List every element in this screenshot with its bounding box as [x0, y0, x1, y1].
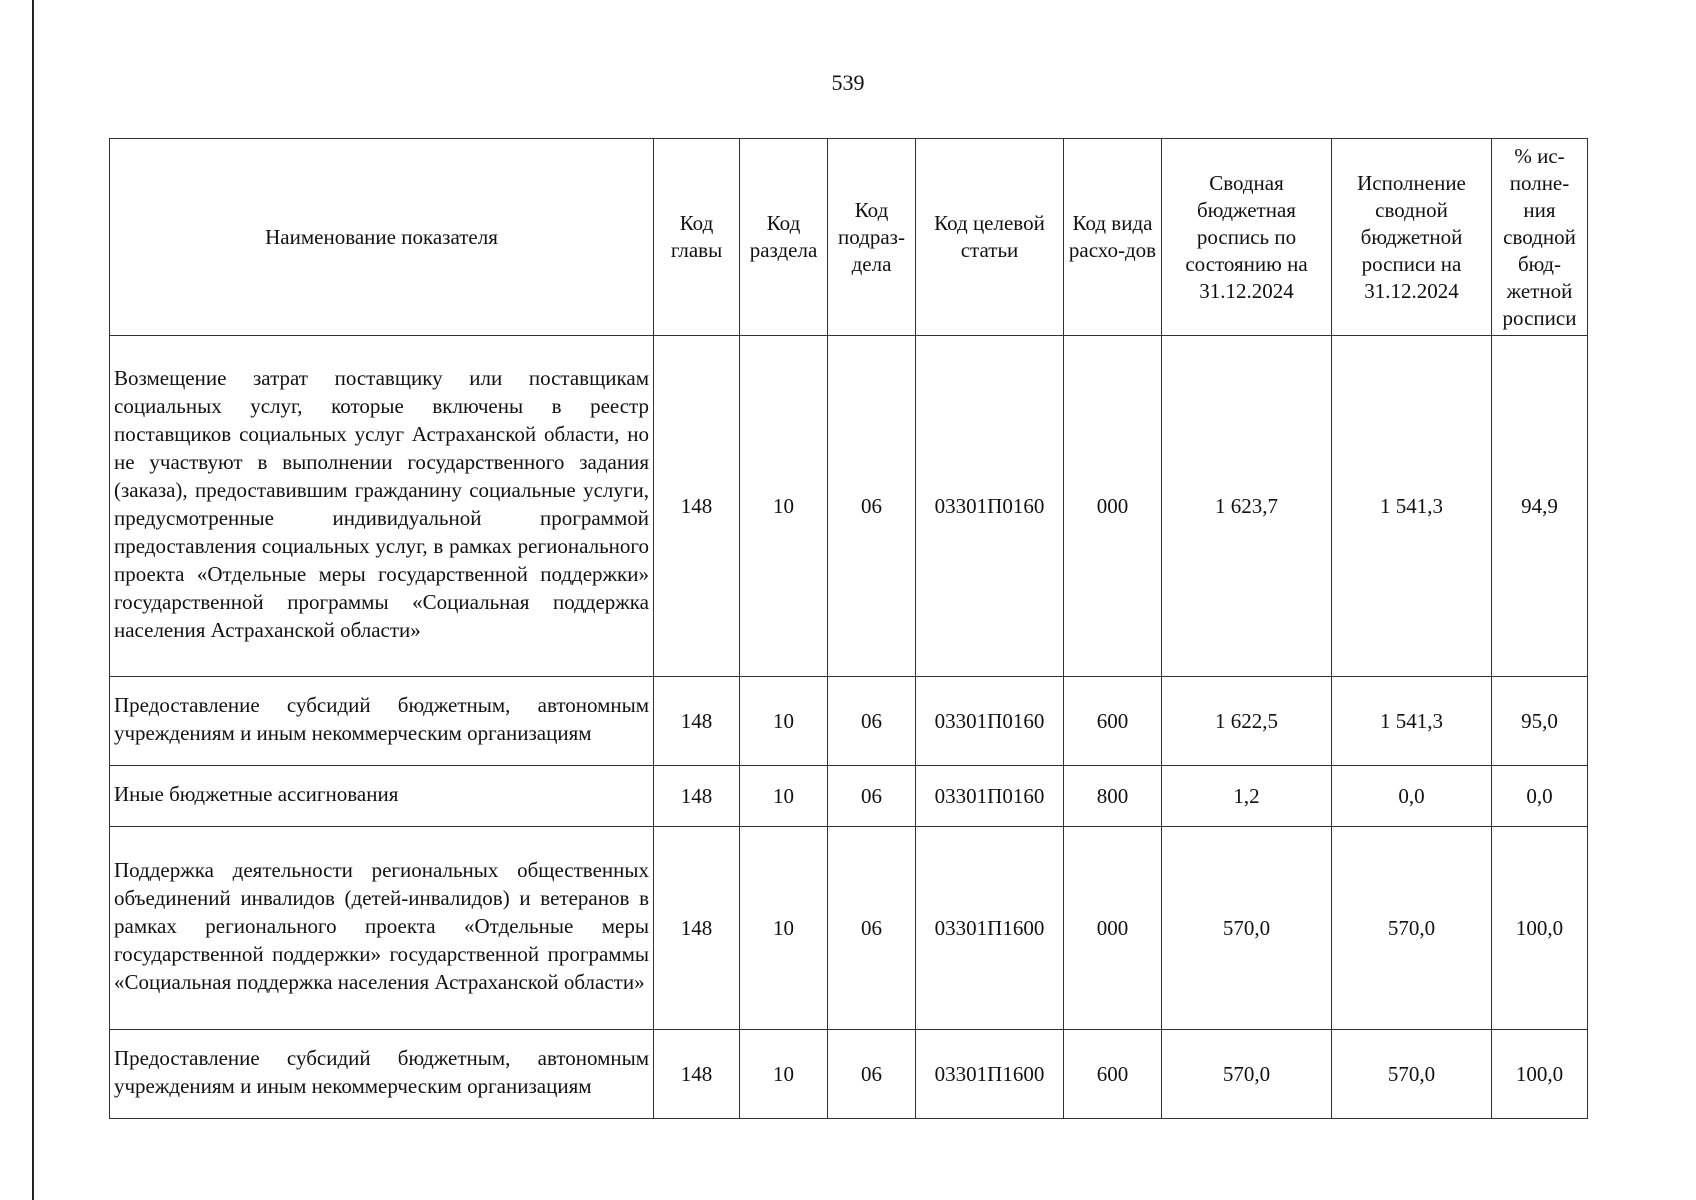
row-section: 10: [740, 766, 828, 827]
header-name: Наименование показателя: [110, 139, 654, 336]
row-target: 03301П1600: [916, 827, 1064, 1030]
header-chapter-code: Код главы: [654, 139, 740, 336]
row-execution: 1 541,3: [1332, 677, 1492, 766]
row-execution: 570,0: [1332, 827, 1492, 1030]
table-row: [110, 336, 1588, 677]
row-expense-type: 600: [1064, 1030, 1162, 1119]
row-section: 10: [740, 827, 828, 1030]
page-margin-line: [32, 0, 34, 1200]
row-expense-type: 000: [1064, 336, 1162, 677]
header-execution: Исполнение сводной бюджетной росписи на 31.12.2024: [1332, 139, 1492, 336]
row-name: Поддержка деятельности региональных общественных объединений инвалидов (детей-инвалидов) и ветеранов в рамках регионального проекта «Отдельные меры государственной поддержки» государственной программы «Социальная поддержка населения Астраханской области»: [110, 827, 654, 1030]
row-percent: 95,0: [1492, 677, 1588, 766]
row-target: 03301П0160: [916, 336, 1064, 677]
row-target: 03301П0160: [916, 766, 1064, 827]
row-expense-type: 800: [1064, 766, 1162, 827]
row-section: 10: [740, 677, 828, 766]
row-target: 03301П0160: [916, 677, 1064, 766]
row-section: 10: [740, 1030, 828, 1119]
row-percent: 0,0: [1492, 766, 1588, 827]
header-subsection-code: Код подраз-дела: [828, 139, 916, 336]
row-name: Предоставление субсидий бюджетным, автономным учреждениям и иным некоммерческим организациям: [110, 677, 654, 766]
row-subsection: 06: [828, 827, 916, 1030]
row-execution: 1 541,3: [1332, 336, 1492, 677]
row-percent: 94,9: [1492, 336, 1588, 677]
row-percent: 100,0: [1492, 827, 1588, 1030]
header-target-code: Код целевой статьи: [916, 139, 1064, 336]
row-chapter: 148: [654, 336, 740, 677]
row-schedule: 1 623,7: [1162, 336, 1332, 677]
table-row: [110, 1030, 1588, 1119]
row-subsection: 06: [828, 677, 916, 766]
row-schedule: 1 622,5: [1162, 677, 1332, 766]
header-section-code: Код раздела: [740, 139, 828, 336]
header-execution-percent: % ис-полне-ния сводной бюд-жетной росписи: [1492, 139, 1588, 336]
row-subsection: 06: [828, 766, 916, 827]
page-number: 539: [831, 70, 865, 95]
row-chapter: 148: [654, 1030, 740, 1119]
row-chapter: 148: [654, 677, 740, 766]
row-expense-type: 600: [1064, 677, 1162, 766]
row-schedule: 570,0: [1162, 827, 1332, 1030]
row-chapter: 148: [654, 766, 740, 827]
table-row: [110, 766, 1588, 827]
row-schedule: 1,2: [1162, 766, 1332, 827]
row-name: Иные бюджетные ассигнования: [110, 766, 654, 827]
header-budget-schedule: Сводная бюджетная роспись по состоянию на 31.12.2024: [1162, 139, 1332, 336]
table-row: [110, 677, 1588, 766]
header-expense-type-code: Код вида расхо-дов: [1064, 139, 1162, 336]
row-target: 03301П1600: [916, 1030, 1064, 1119]
row-chapter: 148: [654, 827, 740, 1030]
row-percent: 100,0: [1492, 1030, 1588, 1119]
row-name: Возмещение затрат поставщику или поставщикам социальных услуг, которые включены в реестр поставщиков социальных услуг Астраханской области, но не участвуют в выполнении государственного задания (заказа), предоставившим гражданину социальные услуги, предусмотренные индивидуальной программой предоставления социальных услуг, в рамках регионального проекта «Отдельные меры государственной поддержки» государственной программы «Социальная поддержка населения Астраханской области»: [110, 336, 654, 677]
row-subsection: 06: [828, 336, 916, 677]
row-execution: 570,0: [1332, 1030, 1492, 1119]
row-section: 10: [740, 336, 828, 677]
row-name: Предоставление субсидий бюджетным, автономным учреждениям и иным некоммерческим организациям: [110, 1030, 654, 1119]
table-row: [110, 827, 1588, 1030]
row-expense-type: 000: [1064, 827, 1162, 1030]
row-schedule: 570,0: [1162, 1030, 1332, 1119]
table-header-row: [110, 139, 1588, 336]
row-execution: 0,0: [1332, 766, 1492, 827]
row-subsection: 06: [828, 1030, 916, 1119]
budget-execution-table: [109, 138, 1588, 1119]
